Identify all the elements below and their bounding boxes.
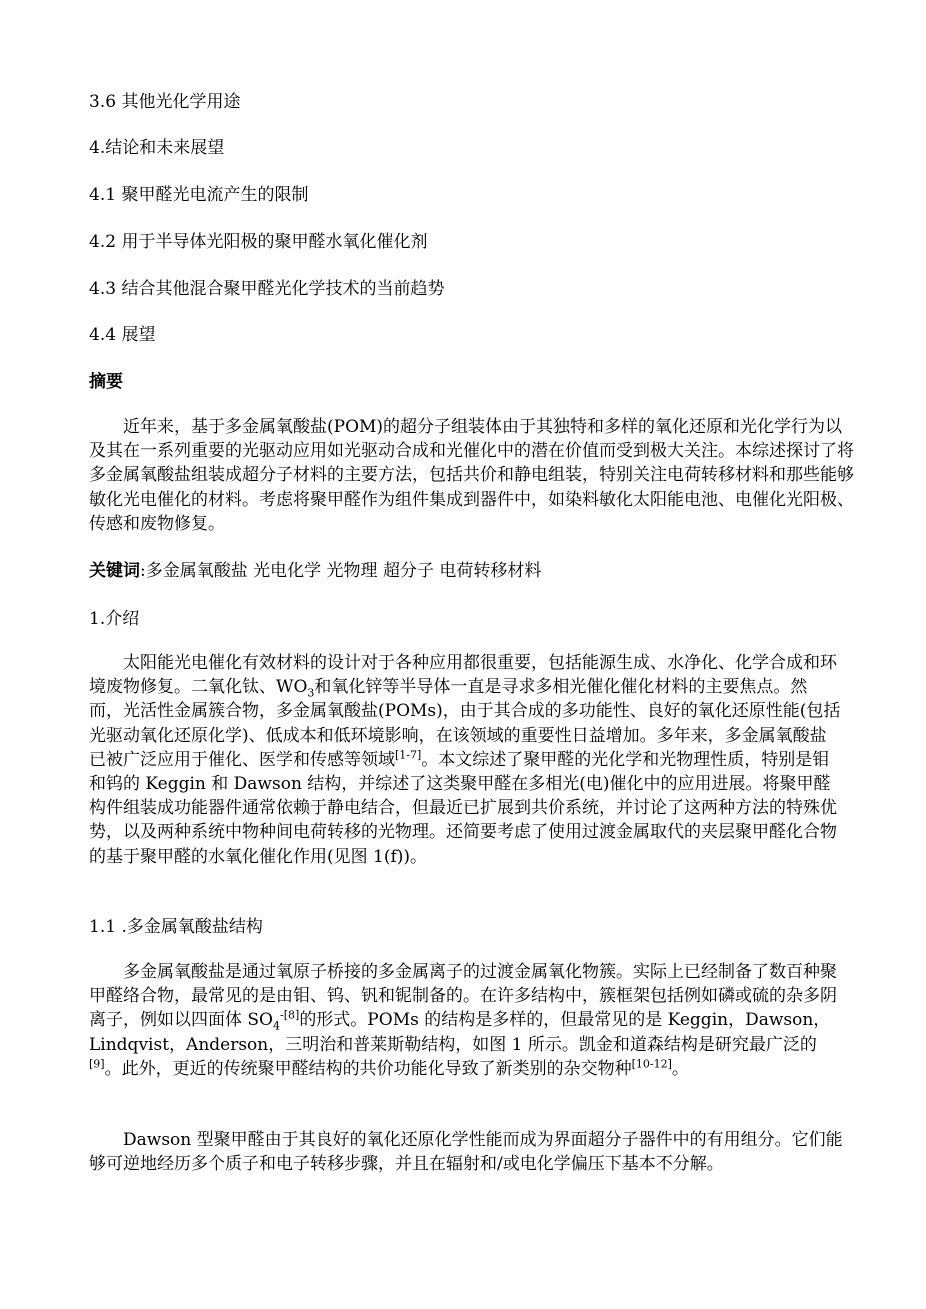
toc-item-4-1: 4.1 聚甲醛光电流产生的限制 bbox=[89, 185, 309, 205]
abstract-paragraph: 近年来，基于多金属氧酸盐(POM)的超分子组装体由于其独特和多样的氧化还原和光化学行为以及其在一系列重要的光驱动应用如光驱动合成和光催化中的潜在价值而受到极大关注。本综述探讨了将多金属氧酸盐组装成超分子材料的主要方法，包括共价和静电组装，特别关注电荷转移材料和那些能够敏化光电催化的材料。考虑将聚甲醛作为组件集成到器件中，如染料敏化太阳能电池、电催化光阳极、传感和废物修复。 bbox=[89, 417, 854, 534]
section-1-paragraph: 太阳能光电催化有效材料的设计对于各种应用都很重要，包括能源生成、水净化、化学合成和环境废物修复。二氧化钛、$WO_3$和氧化锌等半导体一直是寻求多相光催化催化材料的主要焦点。然而，光活性金属簇合物，多金属氧酸盐(POMs)，由于其合成的多功能性、良好的氧化还原性能(包括光驱动氧化还原化学)、低成本和低环境影响，在该领域的重要性日益增加。多年来，多金属氧酸盐已被广泛应用于催化、医学和传感等领域[1-7]。本文综述了聚甲醛的光化学和光物理性质，特别是钼和钨的 Keggin 和 Dawson 结构，并综述了这类聚甲醛在多相光(电)催化中的应用进展。将聚甲醛构件组装成功能器件通常依赖于静电结合，但最近已扩展到共价系统，并讨论了这两种方法的特殊优势，以及两种系统中物种间电荷转移的光物理。还简要考虑了使用过渡金属取代的夹层聚甲醛化合物的基于聚甲醛的水氧化催化作用(见图 1(f))。 bbox=[89, 653, 841, 867]
keywords-line bbox=[89, 559, 541, 583]
dawson-paragraph: Dawson 型聚甲醛由于其良好的氧化还原化学性能而成为界面超分子器件中的有用组分。它们能够可逆地经历多个质子和电子转移步骤，并且在辐射和/或电化学偏压下基本不分解。 bbox=[89, 1130, 843, 1175]
toc-item-4-3: 4.3 结合其他混合聚甲醛光化学技术的当前趋势 bbox=[89, 279, 445, 299]
section-1-1-heading: 1.1 .多金属氧酸盐结构 bbox=[89, 917, 263, 937]
abstract-heading: 摘要 bbox=[89, 372, 123, 392]
toc-item-4-2: 4.2 用于半导体光阳极的聚甲醛水氧化催化剂 bbox=[89, 232, 428, 252]
toc-item-4: 4.结论和未来展望 bbox=[89, 138, 225, 158]
section-1-heading: 1.介绍 bbox=[89, 609, 140, 629]
toc-item-4-4: 4.4 展望 bbox=[89, 325, 156, 345]
keywords-value: :多金属氧酸盐 光电化学 光物理 超分子 电荷转移材料 bbox=[140, 561, 542, 581]
keywords-label: 关键词 bbox=[89, 561, 140, 581]
section-1-1-paragraph: 多金属氧酸盐是通过氧原子桥接的多金属离子的过渡金属氧化物簇。实际上已经制备了数百种聚甲醛络合物，最常见的是由钼、钨、钒和铌制备的。在许多结构中，簇框架包括例如磷或硫的杂多阴离子，例如以四面体 $SO_4^{-[8]}$的形式。POMs 的结构是多样的，但最常见的是 Keggin，Dawson，Lindqvist，Anderson，三明治和普莱斯勒结构，如图 1 所示。凯金和道森结构是研究最广泛的[9]。此外，更近的传统聚甲醛结构的共价功能化导致了新类别的杂交物种[10-12]。 bbox=[89, 962, 837, 1079]
toc-item-3-6: 3.6 其他光化学用途 bbox=[89, 92, 241, 112]
